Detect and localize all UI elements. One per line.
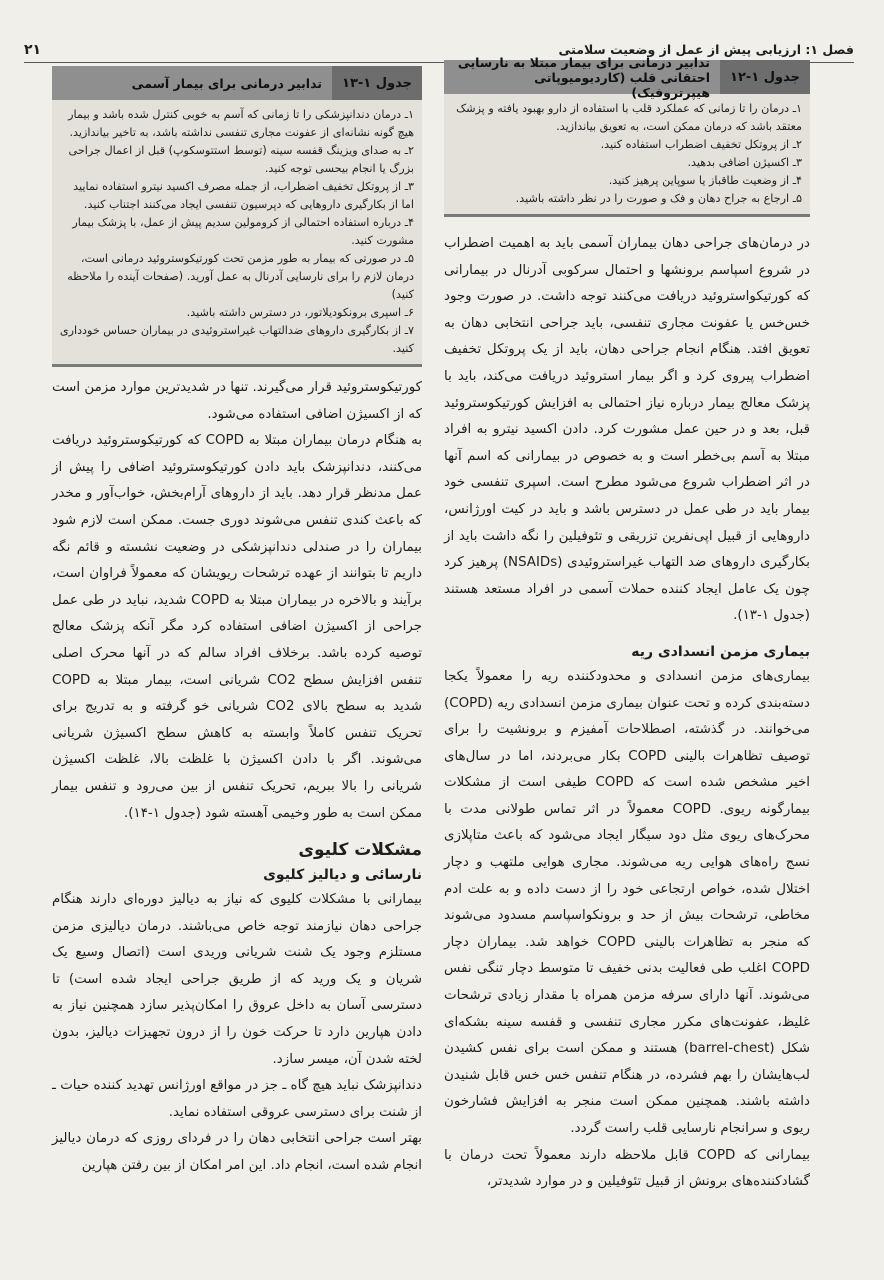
paragraph: به هنگام درمان بیماران مبتلا به COPD که کورتیکوستروئید دریافت می‌کنند، دندانپزشک باید دادن کورتیکوستروئید اضافی را پیش از عمل مدنظر قرار دهد. باید از داروهای آرام‌بخش، خواب‌آور و مخدر که باعث کندی تنفس می‌شوند دوری جست. ممکن است لازم شود بیماران را در صندلی دندانپزشکی در وضعیت نشسته و قائم نگه داریم تا بتوانند از عهده ترشحات ریویشان که معمولاً فراوان است، برآیند و بالاخره در بیماران مبتلا به COPD شدید، نباید در طی عمل جراحی از اکسیژن اضافی استفاده کرد مگر آنکه پزشک معالج توصیه کرده باشد. برخلاف افراد سالم که در آنها محرک اصلی تنفس افزایش سطح CO2 شریانی است، بیمار مبتلا به COPD شدید به سطح بالای CO2 شریانی خو گرفته و به تدریج برای تحریک تنفس کاملاً وابسته به کاهش سطح اکسیژن شریانی می‌شوند. اگر با دادن اکسیژن با غلظت بالا، غلظت اکسیژن شریانی را بالا ببریم، تحریک تنفس از بین می‌رود و تنفس بیمار ممکن است به طور وخیمی آهسته شود (جدول ۱-۱۴). — [52, 433, 422, 821]
table-item: ۷ـ از بکارگیری داروهای ضدالتهاب غیراستروئیدی در بیماران حساس خودداری کنید. — [59, 324, 414, 355]
chapter-title: فصل ۱: ارزیابی پیش از عمل از وضعیت سلامتی — [558, 42, 854, 57]
table-13-number: جدول ۱-۱۳ — [332, 66, 422, 100]
paragraph: بیمارانی که COPD قابل ملاحظه دارند معمولاً تحت درمان با گشادکننده‌های برونش از قبیل تئوفیلین و در موارد شدیدتر، — [444, 1147, 810, 1190]
table-13-title: تدابیر درمانی برای بیمار آسمی — [131, 75, 323, 91]
table-item: ۵ـ در صورتی که بیمار به طور مزمن تحت کورتیکوستروئید درمانی است، درمان لازم را برای نارسایی آدرنال به عمل آورید. (صفحات آینده را ملاحظه کنید) — [67, 252, 414, 301]
paragraph: در درمان‌های جراحی دهان بیماران آسمی باید به اهمیت اضطراب در شروع اسپاسم برونشها و احتمال سرکوبی آدرنال در بیمارانی که کورتیکواستروئید دریافت می‌کنند توجه داشت. در صورت وجود خس‌خس یا عفونت مجاری تنفسی، باید جراحی انتخابی دهان به تعویق افتد. هنگام انجام جراحی دهان، باید از یک پروتکل تخفیف اضطراب پیروی کرد و اگر بیمار استروئید دریافت می‌کند، باید با پزشک معالج بیمار درباره نیاز احتمالی به افزایش کورتیکوستروئید قبل، بعد و در حین عمل مشورت کرد. دادن اکسید نیترو به افراد مبتلا به آسم بی‌خطر است و به خصوص در بیمارانی که اسم آنها در اثر اضطراب شروع می‌شود مطرح است. اسپری تنفسی خود بیمار باید در طی عمل در دسترس باشد و باید در کیت اورژانس، داروهایی از قبیل اپی‌نفرین تزریقی و تئوفیلین را نگه داشت باید از بکارگیری داروهای ضد التهاب غیراستروئیدی (NSAIDs) پرهیز کرد چون یک عامل ایجاد کننده حملات آسمی در افراد مستعد هستند (جدول ۱-۱۳). — [444, 236, 810, 624]
paragraph: دندانپزشک نباید هیچ گاه ـ جز در مواقع اورژانس تهدید کننده حیات ـ از شنت برای دسترسی عروقی استفاده نماید. — [52, 1078, 422, 1120]
heading-kidney-problems: مشکلات کلیوی — [298, 840, 422, 861]
table-item: ۳ـ اکسیژن اضافی بدهید. — [687, 156, 802, 169]
table-item: ۵ـ ارجاع به جراح دهان و فک و صورت را در نظر داشته باشید. — [515, 192, 802, 205]
table-item: ۴ـ از وضعیت طاقباز یا سوپاین پرهیز کنید. — [608, 174, 802, 187]
subheading-copd: بیماری مزمن انسدادی ریه — [631, 643, 810, 660]
table-12-number: جدول ۱-۱۲ — [720, 60, 810, 94]
right-column — [444, 54, 810, 1196]
paragraph: بیمارانی با مشکلات کلیوی که نیاز به دیالیز دوره‌ای دارند هنگام جراحی دهان نیازمند توجه خاص می‌باشند. درمان دیالیزی مزمن مستلزم وجود یک شنت شریانی وریدی است (اتصال وسیع یک شریان و یک ورید که از طریق جراحی ایجاد شده است) تا دسترسی آسان به داخل عروق را امکان‌پذیر سازد همچنین نیاز به دادن هپارین دارد تا حرکت خون را از درون تجهیزات دیالیز، بدون لخته شدن آن، میسر سازد. — [52, 892, 422, 1067]
subheading-dialysis: نارسائی و دیالیز کلیوی — [263, 867, 422, 884]
table-item: ۱ـ درمان دندانپزشکی را تا زمانی که آسم به خوبی کنترل شده باشد و بیمار هیچ گونه نشانه‌ای از عفونت مجاری تنفسی نداشته باشد، به تاخیر بیاندازید. — [68, 108, 414, 139]
table-item: ۲ـ به صدای ویزینگ قفسه سینه (توسط استتوسکوپ) قبل از اعمال جراحی بزرگ یا انجام بیحسی توجه کنید. — [68, 144, 414, 175]
paragraph: کورتیکوستروئید قرار می‌گیرند. تنها در شدیدترین موارد مزمن است که از اکسیژن اضافی استفاده می‌شود. — [52, 380, 422, 422]
table-item: ۴ـ درباره استفاده احتمالی از کرومولین سدیم پیش از عمل، با پزشک بیمار مشورت کنید. — [72, 216, 414, 247]
table-item: ۱ـ درمان را تا زمانی که عملکرد قلب با استفاده از دارو بهبود یافته و پزشک معتقد باشد که درمان ممکن است، به تعویق بیاندازید. — [456, 102, 802, 133]
page-header — [24, 36, 854, 63]
paragraph: بهتر است جراحی انتخابی دهان را در فردای روزی که درمان دیالیز انجام شده است، انجام داد. این امر امکان از بین رفتن هپارین — [52, 1131, 422, 1174]
table-12-title-bar — [444, 54, 810, 100]
paragraph: بیماری‌های مزمن انسدادی و محدودکننده ریه را معمولاً یکجا دسته‌بندی کرده و تحت عنوان بیماری مزمن انسدادی ریه (COPD) می‌خوانند. در گذشته، اصطلاحات آمفیزم و برونشیت را برای توصیف تظاهرات بالینی COPD بکار می‌بردند، اما در سال‌های اخیر مشخص شده است که COPD طیفی است از مشکلات بیمارگونه ریوی. COPD معمولاً در اثر تماس طولانی مدت با محرک‌های ریوی مثل دود سیگار ایجاد می‌شود که باعث متاپلازی نسج راه‌های هوایی ریه می‌شوند. مجاری هوایی ملتهب و دچار اختلال شده، خواص ارتجاعی خود را از دست داده و به علت ادم مخاطی، ترشحات بیش از حد و برونکواسپاسم مسدود می‌شوند که منجر به تظاهرات بالینی COPD خواهد شد. بیماران دچار COPD اغلب طی فعالیت بدنی خفیف تا متوسط دچار تنگی نفس می‌شوند. آنها دارای سرفه مزمن همراه با مقدار زیادی ترشحات غلیظ، عفونت‌های مکرر مجاری تنفسی و قفسه سینه بشکه‌ای شکل (barrel-chest) هستند و ممکن است برای نفس کشیدن لب‌هایشان را بهم فشرده، در هنگام تنفس خس خس قابل شنیدن داشته باشند. همچنین ممکن است منجر به افزایش فشارخون ریوی و سرانجام نارسایی قلب راست گردد. — [444, 668, 810, 1136]
table-item: ۲ـ از پروتکل تخفیف اضطراب استفاده کنید. — [600, 138, 802, 151]
table-12-title: تدابیر درمانی برای بیمار مبتلا به نارسایی احتقانی قلب (کاردیومیوپاتی هیپرتروفیک) — [457, 54, 711, 100]
table-12 — [444, 54, 810, 217]
table-item: ۳ـ از پروتکل تخفیف اضطراب، از جمله مصرف اکسید نیترو استفاده نمایید اما از بکارگیری داروهایی که دپرسیون تنفسی ایجاد می‌کنند اجتناب کنید. — [73, 180, 414, 211]
table-13-title-bar — [52, 66, 422, 100]
table-12-body — [444, 94, 810, 217]
left-column — [52, 66, 422, 1180]
table-item: ۶ـ اسپری برونکودیلاتور، در دسترس داشته باشید. — [186, 306, 414, 319]
table-13-body — [52, 100, 422, 367]
page-number: ۲۱ — [24, 42, 42, 58]
table-13 — [52, 66, 422, 367]
